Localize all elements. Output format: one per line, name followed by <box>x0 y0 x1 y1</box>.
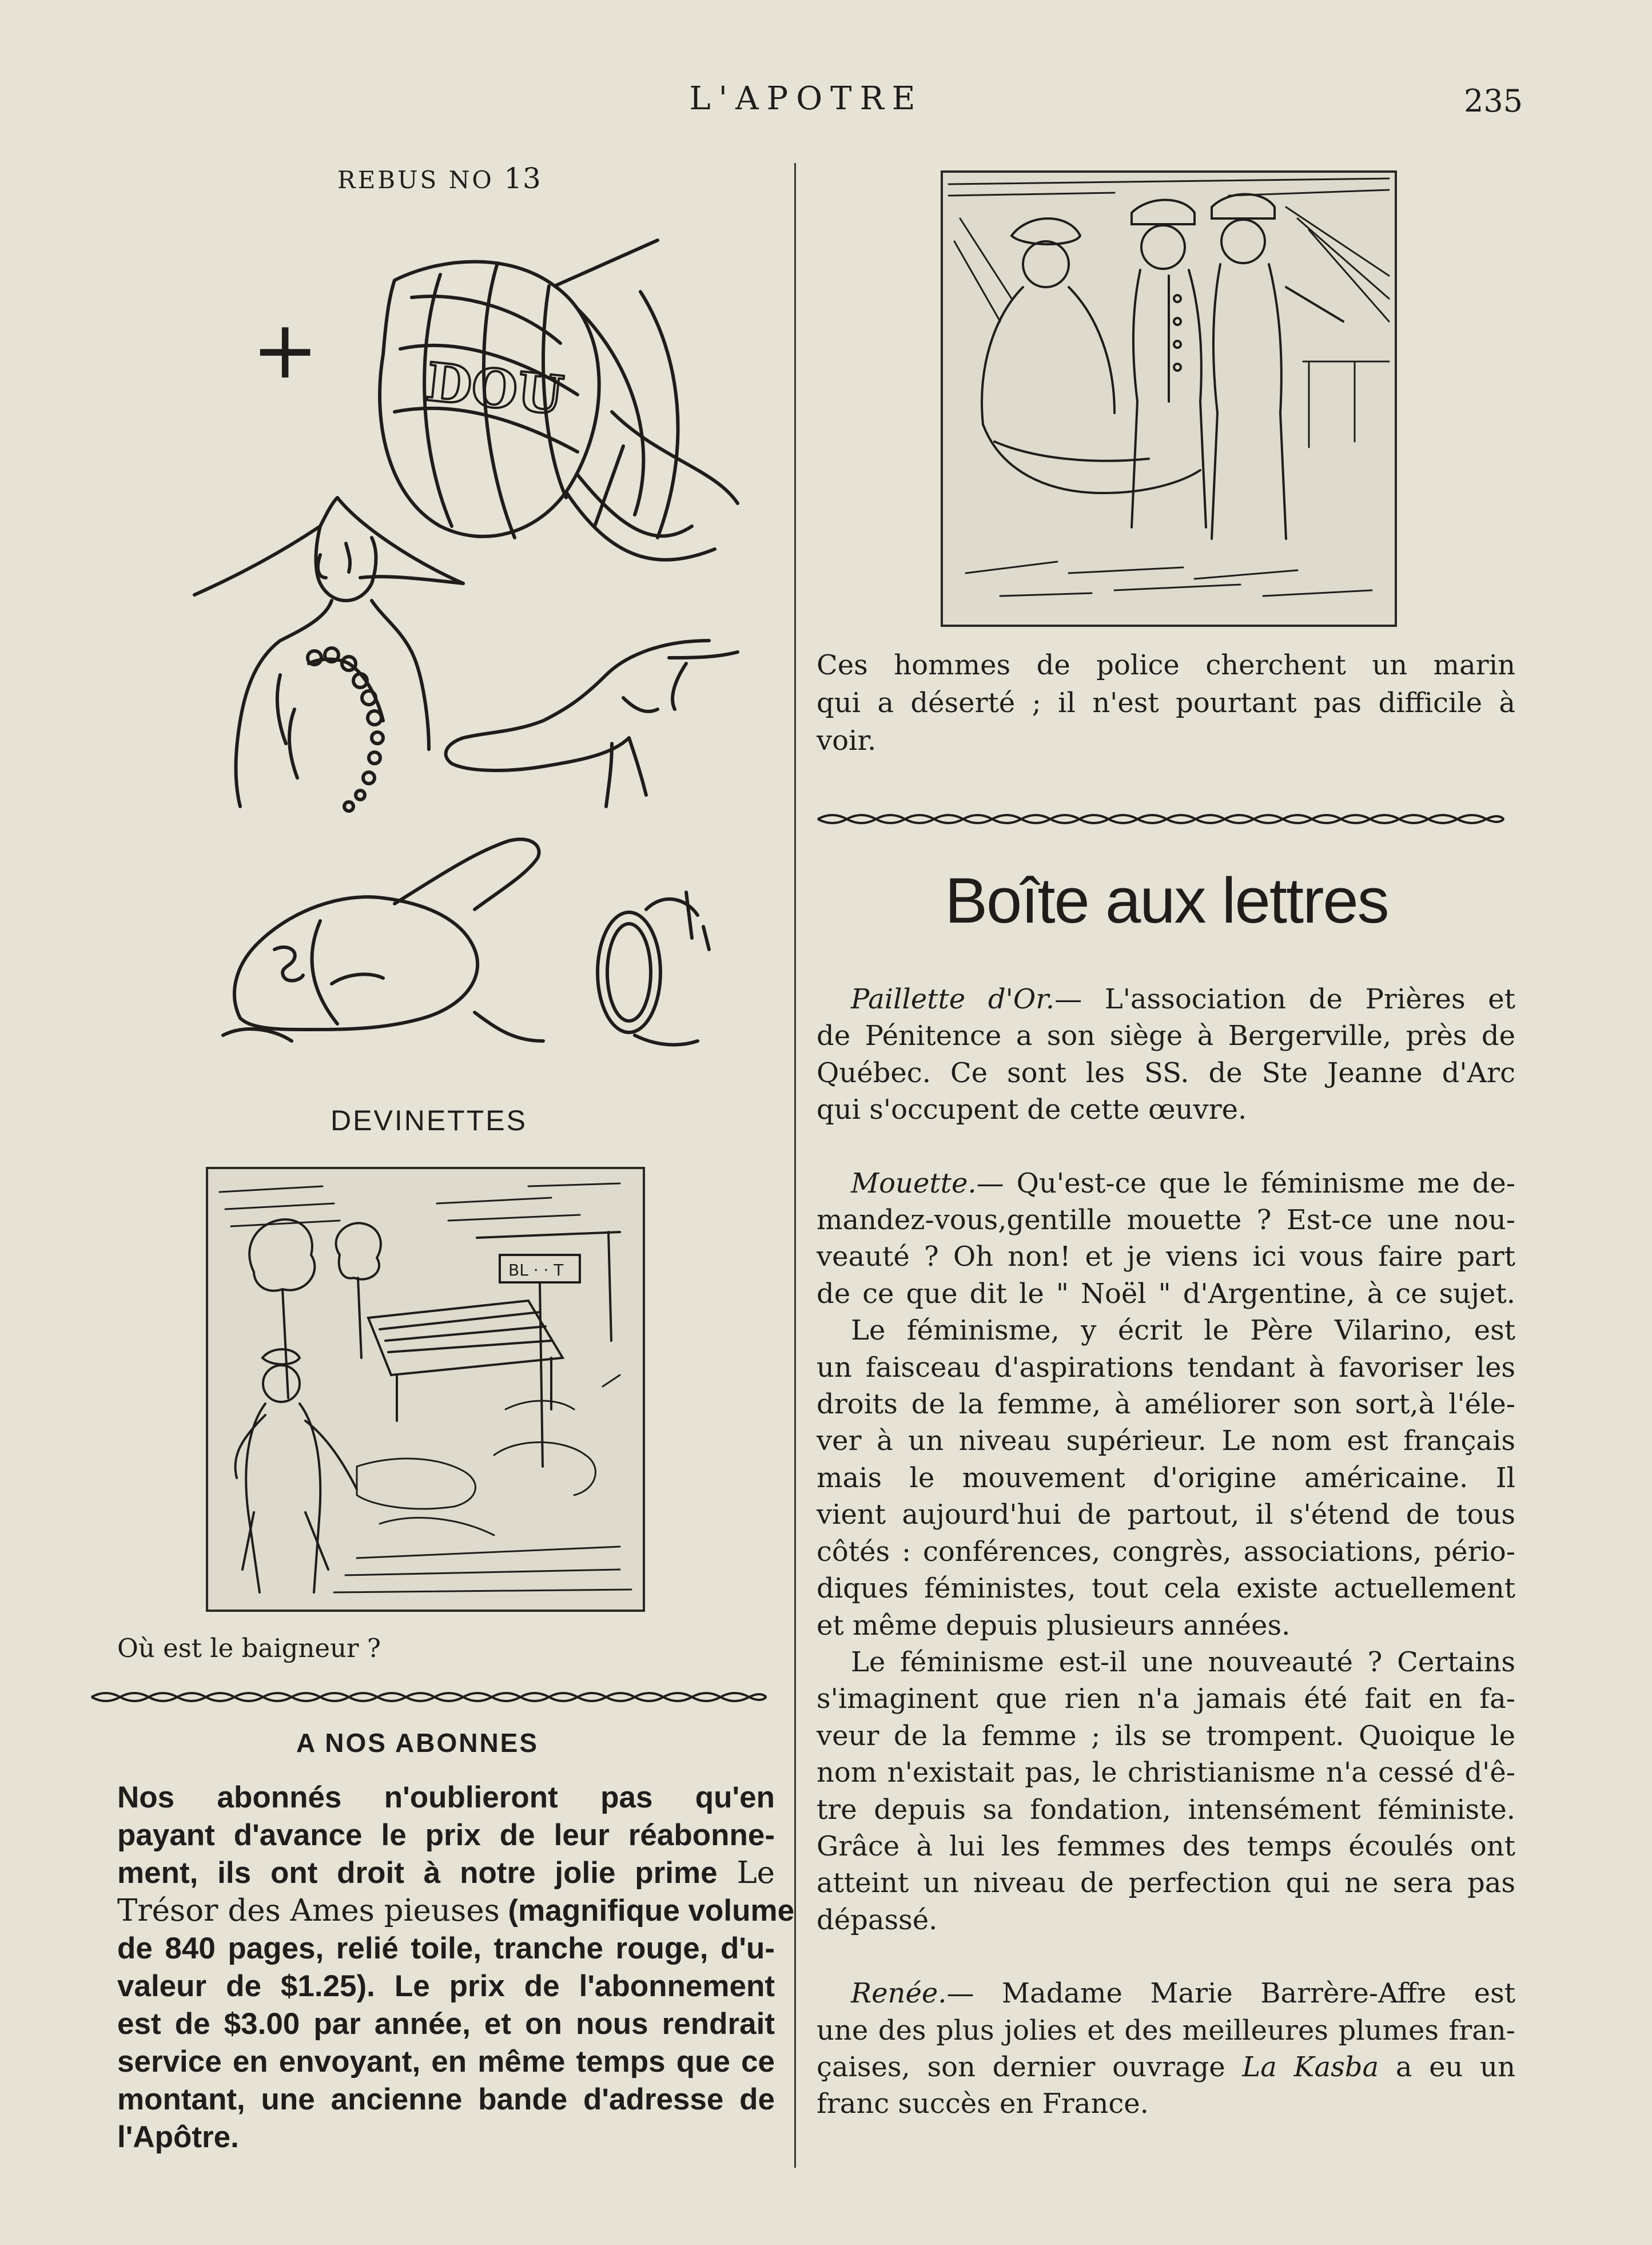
letter-line: et même depuis plusieurs années. <box>817 1609 1291 1642</box>
abonnes-paragraph <box>117 1779 795 2156</box>
ornamental-rule <box>812 811 1510 827</box>
paragraph-gap <box>817 1129 1515 1165</box>
letter-line-part: — Qu'est-ce que le féminisme me de- <box>976 1167 1515 1199</box>
letters-column <box>817 981 1515 2123</box>
abonnes-line: de 840 pages, relié toile, tranche rouge, d'u- <box>117 1932 775 1965</box>
sack-word: DOU <box>423 351 567 427</box>
letter-name: Paillette d'Or. <box>851 983 1055 1015</box>
abonnes-le: Le <box>737 1855 775 1890</box>
book-title: La Kasba <box>1242 2051 1379 2083</box>
abonnes-line: l'Apôtre. <box>117 2120 239 2154</box>
letter-line <box>817 1165 1515 1202</box>
letter-line: veur de la femme ; ils se trompent. Quoique le <box>817 1719 1515 1752</box>
letter-name: Renée. <box>851 1977 947 2010</box>
letter-line: Grâce à lui les femmes des temps écoulés ont <box>817 1830 1515 1862</box>
letter-line: diques féministes, tout cela existe actuellement <box>817 1572 1515 1605</box>
letter-line: Québec. Ce sont les SS. de Ste Jeanne d'Arc <box>817 1056 1515 1089</box>
rebus-label <box>337 162 543 195</box>
letter-line: de Pénitence a son siège à Bergerville, près de <box>817 1020 1515 1052</box>
letter-line <box>817 2049 1515 2085</box>
abonnes-line-part: (magnifique volume <box>508 1894 795 1928</box>
letter-line: qui s'occupent de cette œuvre. <box>817 1094 1247 1126</box>
policeman-center-drawing <box>1132 200 1206 528</box>
abonnes-line: Nos abonnés n'oublieront pas qu'en <box>117 1781 775 1814</box>
boot-drawing <box>446 641 738 806</box>
letter-line: tre depuis sa fondation, intensément féministe. <box>817 1793 1515 1826</box>
letter-line: vient aujourd'hui de partout, il s'étend de tous <box>817 1499 1515 1531</box>
devinette-caption-police <box>817 646 1515 760</box>
letter-line: veauté ? Oh non! et je viens ici vous faire part <box>817 1241 1515 1273</box>
letter-line: s'imaginent que rien n'a jamais été fait en fa- <box>817 1683 1515 1715</box>
letter-line: Le féminisme est-il une nouveauté ? Certains <box>851 1646 1515 1678</box>
letter-name: Mouette. <box>851 1167 977 1199</box>
ground-drawing <box>966 361 1389 596</box>
letter-line: côtés : conférences, congrès, associations, pério- <box>817 1535 1515 1568</box>
abonnes-line: est de $3.00 par année, et on nous rendrait <box>117 2007 775 2041</box>
devinette-figure-bather <box>206 1167 645 1612</box>
ornamental-rule <box>86 1689 772 1705</box>
section-title: Boîte aux lettres <box>945 865 1388 936</box>
policeman-left-drawing <box>982 218 1200 493</box>
abonnes-title: A NOS ABONNES <box>296 1728 539 1758</box>
abonnes-line <box>117 1892 795 1930</box>
walking-man-drawing <box>235 1349 357 1592</box>
letter-line: mandez-vous,gentille mouette ? Est-ce une nou- <box>817 1204 1515 1237</box>
rebus-label-text: REBUS NO <box>337 166 494 194</box>
rocks-water-drawing <box>334 1375 631 1592</box>
letter-line <box>817 981 1515 1018</box>
letter-line-part: — Madame Marie Barrère-Affre est <box>946 1977 1515 2010</box>
abonnes-line-part: ment, ils ont droit à notre jolie prime <box>117 1856 718 1890</box>
abonnes-line: montant, une ancienne bande d'adresse de <box>117 2083 775 2116</box>
lute-drawing <box>223 839 709 1044</box>
letter-line: Le féminisme, y écrit le Père Vilarino, est <box>851 1314 1515 1347</box>
letter-line: franc succès en France. <box>817 2088 1149 2120</box>
sign-text: BL · · T <box>508 1261 564 1280</box>
letter-line: atteint un niveau de perfection qui ne sera pas <box>817 1867 1515 1900</box>
book-title: Trésor des Ames pieuses <box>117 1893 500 1928</box>
caption-line: Ces hommes de police cherchent un marin <box>817 649 1515 681</box>
devinette-caption-bather: Où est le baigneur ? <box>117 1633 381 1663</box>
rebus-illustration <box>143 206 749 1052</box>
letter-line: dépassé. <box>817 1904 938 1936</box>
abonnes-line <box>117 1854 775 1892</box>
devinette-figure-police <box>941 170 1397 627</box>
paragraph-gap <box>817 1938 1515 1975</box>
rebus-number: 13 <box>504 162 542 195</box>
letter-line: ver à un niveau supérieur. Le nom est français <box>817 1425 1515 1457</box>
letter-line: nom n'existait pas, le christianisme n'a cessé d'ê- <box>817 1757 1515 1789</box>
letter-line: une des plus jolies et des meilleures plumes fran- <box>817 2014 1515 2047</box>
letter-line: un faisceau d'aspirations tendant à favoriser les <box>817 1351 1515 1384</box>
letter-line: droits de la femme, à améliorer son sort,à l'éle- <box>817 1388 1515 1421</box>
shelter-drawing <box>368 1301 563 1421</box>
letter-line-part: — L'association de Prières et <box>1054 983 1516 1015</box>
signpost-drawing <box>477 1232 620 1467</box>
letter-line <box>817 1975 1515 2012</box>
bicorne-figure-drawing <box>194 498 463 811</box>
letter-line-part: a eu un <box>1395 2051 1516 2083</box>
abonnes-line: service en envoyant, en même temps que ce <box>117 2045 775 2079</box>
caption-line: voir. <box>817 725 877 757</box>
running-title: L'APOTRE <box>689 80 923 117</box>
abonnes-line: payant d'avance le prix de leur réabonne- <box>117 1818 775 1852</box>
devinettes-title: DEVINETTES <box>331 1104 527 1137</box>
letter-line: de ce que dit le " Noël " d'Argentine, à ce sujet. <box>817 1277 1515 1310</box>
caption-line: qui a déserté ; il n'est pourtant pas difficile à <box>817 687 1515 719</box>
abonnes-line: valeur de $1.25). Le prix de l'abonnement <box>117 1969 775 2003</box>
column-divider <box>794 163 796 2168</box>
letter-line: mais le mouvement d'origine américaine. Il <box>817 1461 1515 1494</box>
page-number: 235 <box>1464 83 1523 119</box>
letter-line-part: çaises, son dernier ouvrage <box>817 2051 1225 2083</box>
rebus-plus-sign: + <box>252 304 319 397</box>
